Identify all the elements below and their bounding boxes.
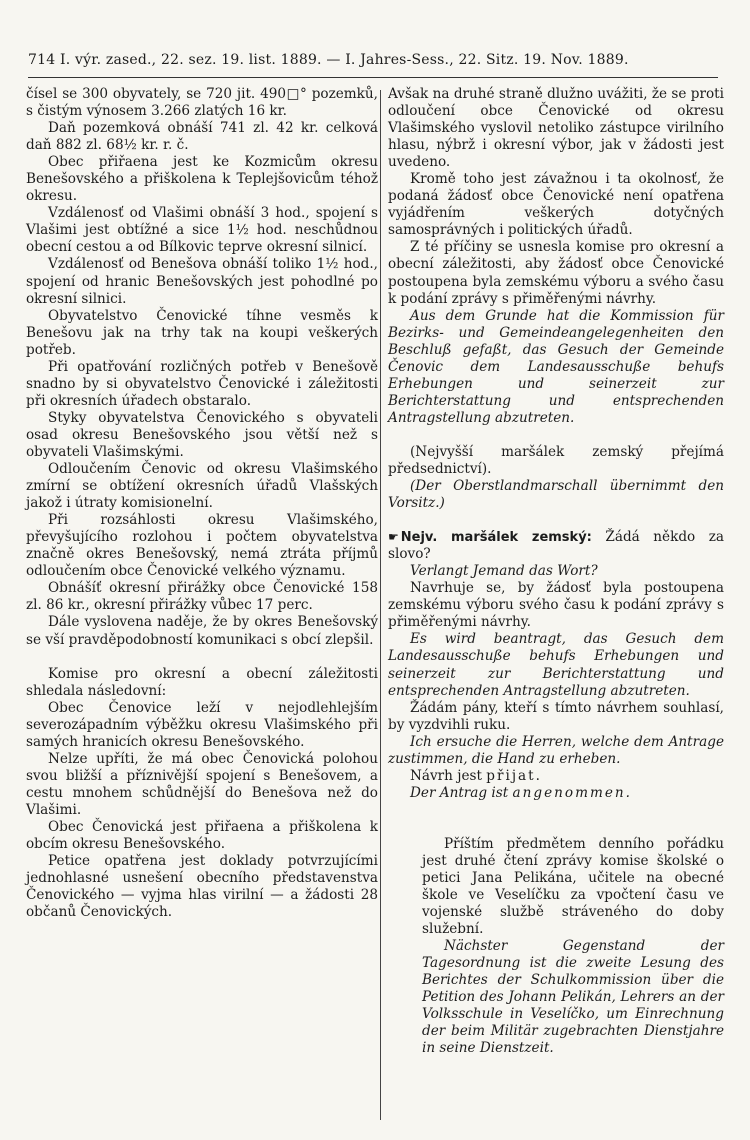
paragraph-german: Ich ersuche die Herren, welche dem Antrage zustimmen, die Hand zu erheben. xyxy=(388,733,724,767)
spacer xyxy=(388,802,724,836)
paragraph: Odloučením Čenovic od okresu Vlašimského zmírní se obtížení okresních úřadů Vlašských jakož i útraty komisionelní. xyxy=(26,461,378,512)
paragraph: Při rozsáhlosti okresu Vlašimského, převyšujícího rozlohou i počtem obyvatelstva značně okres Benešovský, nemá ztráta příjmů odloučením obce Čenovické velkého významu. xyxy=(26,512,378,580)
paragraph xyxy=(388,86,724,171)
left-column xyxy=(26,86,378,921)
spacer xyxy=(26,649,378,666)
paragraph-german: Aus dem Grunde hat die Kommission für Bezirks- und Gemeindeangelegenheiten den Beschluß gefaßt, das Gesuch der Gemeinde Čenovic dem Landesausschuße behufs Erhebungen und seinerzeit zur Berichterstattung und entsprechenden Antragstellung abzutreten. xyxy=(388,307,724,426)
stage-direction: (Nejvyšší maršálek zemský přejímá předsednictví). xyxy=(388,443,724,477)
page-header: 714 I. výr. zased., 22. sez. 19. list. 1889. — I. Jahres-Sess., 22. Sitz. 19. Nov. 1889. xyxy=(28,52,629,68)
column-divider xyxy=(380,90,381,1120)
paragraph: Dále vyslovena naděje, že by okres Benešovský se vší pravděpodobností komunikaci s obcí zlepšil. xyxy=(26,614,378,648)
paragraph: Vzdálenosť od Benešova obnáší toliko 1½ hod., spojení od hranic Benešovských jest pohodlné po okresní silnici. xyxy=(26,256,378,307)
speaker-text: Žádá někdo za slovo? xyxy=(388,529,724,563)
speaker-paragraph xyxy=(388,529,724,563)
paragraph: Kromě toho jest závažnou i ta okolnosť, že podaná žádosť obce Čenovické není opatřena vyjádřením veškerých dotyčných samosprávných i politických úřadů. xyxy=(388,171,724,239)
agenda-paragraph: Příštím předmětem denního pořádku jest druhé čtení zprávy komise školské o petici Jana Pelikána, učitele na obecné škole ve Veselíčku za vpočtení času ve vojenské službě stráveného do doby služební. xyxy=(422,835,724,938)
pointing-hand-icon: ☛ xyxy=(388,530,399,545)
result-line xyxy=(388,768,724,785)
paragraph-german: Verlangt Jemand das Wort? xyxy=(410,563,598,580)
paragraph-text: Avšak na druhé straně dlužno uvážiti, že se proti odloučení obce Čenovické od okresu Vlašimského vyslovil netoliko zástupce virilního hlasu, nýbrž i okresní výbor, jak v žádosti jest uvedeno. xyxy=(388,86,724,171)
paragraph: Styky obyvatelstva Čenovického s obyvateli osad okresu Benešovského jsou větší než s obyvateli Vlašimskými. xyxy=(26,409,378,460)
paragraph: Žádám pány, kteří s tímto návrhem souhlasí, by vyzdvihli ruku. xyxy=(388,699,724,733)
paragraph: Navrhuje se, by žádosť byla postoupena zemskému výboru svého času k podání zprávy s přiměřenými návrhy. xyxy=(388,580,724,631)
right-column xyxy=(388,86,724,1057)
result-label: Der Antrag ist xyxy=(410,784,509,801)
paragraph: Obyvatelstvo Čenovické tíhne vesměs k Benešovu jak na trhy tak na koupi veškerých potřeb. xyxy=(26,307,378,358)
paragraph: Při opatřování rozličných potřeb v Benešově snadno by si obyvatelstvo Čenovické i záležitosti při okresních úřadech obstaralo. xyxy=(26,358,378,409)
result-label: Návrh jest xyxy=(410,767,482,784)
header-rule xyxy=(28,77,718,78)
paragraph: Daň pozemková obnáší 741 zl. 42 kr. celková daň 882 zl. 68½ kr. r. č. xyxy=(26,120,378,154)
paragraph: Vzdálenosť od Vlašimi obnáší 3 hod., spojení s Vlašimi jest obtížné a sice 1½ hod. neschůdnou obecní cestou a od Bílkovic teprve okresní silnicí. xyxy=(26,205,378,256)
spacer xyxy=(388,512,724,529)
paragraph: Obnášíť okresní přirážky obce Čenovické 158 zl. 86 kr., okresní přirážky vůbec 17 perc. xyxy=(26,580,378,614)
paragraph-german: Es wird beantragt, das Gesuch dem Landesausschuße behufs Erhebungen und seinerzeit zur Berichterstattung und entsprechenden Antragstellung abzutreten. xyxy=(388,631,724,699)
result-value: angenommen. xyxy=(512,784,632,801)
paragraph: Obec přiřaena jest ke Kozmicům okresu Benešovského a přiškolena k Teplejšovicům téhož okresu. xyxy=(26,154,378,205)
result-value: přijat. xyxy=(486,767,542,784)
paragraph: Obec Čenovice leží v nejodlehlejším severozápadním výběžku okresu Vlašimského při samých hranicích okresu Benešovského. xyxy=(26,699,378,750)
paragraph: Z té příčiny se usnesla komise pro okresní a obecní záležitosti, aby žádosť obce Čenovické postoupena byla zemskému výboru a svého času k podání zprávy s přiměřenými návrhy. xyxy=(388,239,724,307)
paragraph: Petice opatřena jest doklady potvrzujícími jednohlasné usnešení obecního představenstva Čenovického — vyjma hlas virilní — a žádosti 28 občanů Čenovických. xyxy=(26,853,378,921)
speaker-name: Nejv. maršálek zemský: xyxy=(400,530,592,546)
stage-direction-german: (Der Oberstlandmarschall übernimmt den Vorsitz.) xyxy=(388,478,724,512)
spacer xyxy=(388,427,724,444)
paragraph: Obec Čenovická jest přiřaena a přiškolena k obcím okresu Benešovského. xyxy=(26,818,378,853)
paragraph: Nelze upříti, že má obec Čenovická polohou svou bližší a příznivější spojení s Benešovem, a cestu mnohem schůdnější do Benešova než do Vlašimi. xyxy=(26,750,378,818)
agenda-paragraph-german: Nächster Gegenstand der Tagesordnung ist die zweite Lesung des Berichtes der Schulkommission über die Petition des Johann Pelikán, Lehrers an der Volksschule in Veselíčko, um Einrechnung der beim Militär zugebrachten Dienstjahre in seine Dienstzeit. xyxy=(422,938,724,1057)
paragraph: Komise pro okresní a obecní záležitosti shledala následovní: xyxy=(26,665,378,699)
paragraph: čísel se 300 obyvately, se 720 jit. 490□° pozemků, s čistým výnosem 3.266 zlatých 16 kr. xyxy=(26,86,378,120)
result-line-german xyxy=(388,785,724,802)
